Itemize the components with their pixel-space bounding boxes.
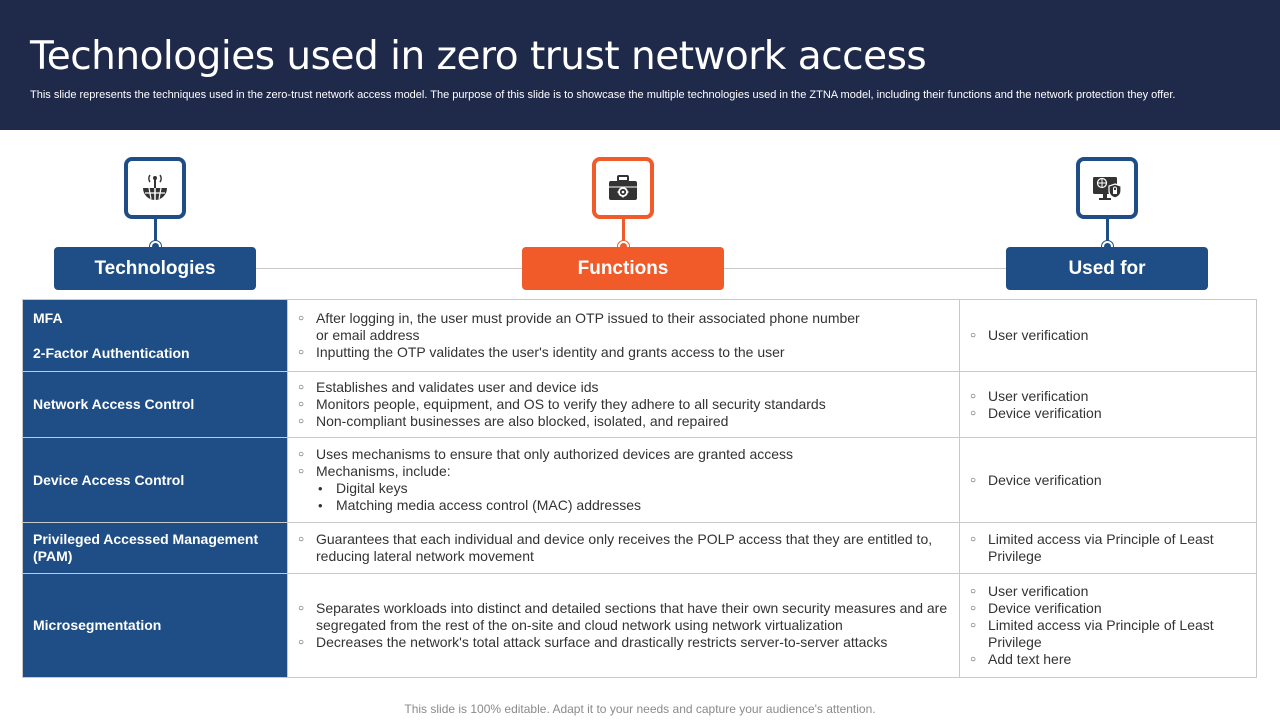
used-for-item: ○ User verification xyxy=(968,583,1248,600)
tech-name: 2-Factor Authentication xyxy=(33,344,190,361)
header-banner xyxy=(0,0,1280,130)
table-row xyxy=(23,523,1257,574)
monitor-shield-icon xyxy=(1076,157,1138,219)
used-for-cell xyxy=(960,438,1257,523)
function-item: ○ Guarantees that each individual and device only receives the POLP access that they are entitled to, reducing lateral network movement xyxy=(296,531,951,565)
table-row xyxy=(23,300,1257,372)
function-item: ○ Separates workloads into distinct and detailed sections that have their own security measures and are segregated from the rest of the on-site and cloud network using network virtualization xyxy=(296,600,951,634)
used-for-item: ○ User verification xyxy=(968,327,1248,344)
used-for-item: ○ Device verification xyxy=(968,405,1248,422)
sub-function-item: • Digital keys xyxy=(296,480,951,497)
page-subtitle: This slide represents the techniques used in the zero-trust network access model. The purpose of this slide is to showcase the multiple technologies used in the ZTNA model, including their functions and the network protection they offer. xyxy=(30,89,1176,101)
functions-cell xyxy=(288,523,960,574)
technologies-table xyxy=(22,299,1257,678)
functions-stem xyxy=(622,219,625,243)
used-for-item: ○ User verification xyxy=(968,388,1248,405)
functions-cell xyxy=(288,574,960,678)
tech-name: Device Access Control xyxy=(33,471,185,488)
sub-function-item: • Matching media access control (MAC) addresses xyxy=(296,497,951,514)
technologies-header: Technologies xyxy=(54,247,256,290)
functions-cell xyxy=(288,300,960,372)
used-for-stem xyxy=(1106,219,1109,243)
used-for-header: Used for xyxy=(1006,247,1208,290)
footer-note: This slide is 100% editable. Adapt it to your needs and capture your audience's attention. xyxy=(404,702,876,716)
tech-name: MFA xyxy=(33,309,63,326)
used-for-cell xyxy=(960,574,1257,678)
function-item: ○ Decreases the network's total attack surface and drastically restricts server-to-server attacks xyxy=(296,634,951,651)
table-row xyxy=(23,372,1257,438)
antenna-network-icon xyxy=(124,157,186,219)
tech-cell xyxy=(23,372,288,438)
function-item: ○ Uses mechanisms to ensure that only authorized devices are granted access xyxy=(296,446,951,463)
used-for-cell xyxy=(960,523,1257,574)
functions-header: Functions xyxy=(522,247,724,290)
function-item: ○ Monitors people, equipment, and OS to verify they adhere to all security standards xyxy=(296,396,951,413)
used-for-item: ○ Device verification xyxy=(968,600,1248,617)
table-row xyxy=(23,574,1257,678)
tech-cell xyxy=(23,300,288,372)
function-item: ○ Mechanisms, include: xyxy=(296,463,951,480)
table-row xyxy=(23,438,1257,523)
tech-cell xyxy=(23,523,288,574)
tech-name: Network Access Control xyxy=(33,396,195,412)
used-for-item: ○ Device verification xyxy=(968,472,1248,489)
toolbox-gear-icon xyxy=(592,157,654,219)
functions-cell xyxy=(288,438,960,523)
used-for-item: ○ Limited access via Principle of Least Privilege xyxy=(968,531,1248,565)
tech-name: Privileged Accessed Management (PAM) xyxy=(33,531,259,564)
function-item: ○ Inputting the OTP validates the user's identity and grants access to the user xyxy=(296,344,951,361)
page-title: Technologies used in zero trust network access xyxy=(30,34,927,79)
tech-cell xyxy=(23,438,288,523)
used-for-cell xyxy=(960,300,1257,372)
functions-cell xyxy=(288,372,960,438)
function-item: ○ Non-compliant businesses are also blocked, isolated, and repaired xyxy=(296,413,951,430)
used-for-item: ○ Add text here xyxy=(968,651,1248,668)
tech-cell xyxy=(23,574,288,678)
function-item: ○ After logging in, the user must provide an OTP issued to their associated phone number or email address xyxy=(296,310,951,344)
function-item: ○ Establishes and validates user and device ids xyxy=(296,379,951,396)
technologies-stem xyxy=(154,219,157,243)
used-for-cell xyxy=(960,372,1257,438)
tech-name: Microsegmentation xyxy=(33,617,162,633)
used-for-item: ○ Limited access via Principle of Least Privilege xyxy=(968,617,1248,651)
